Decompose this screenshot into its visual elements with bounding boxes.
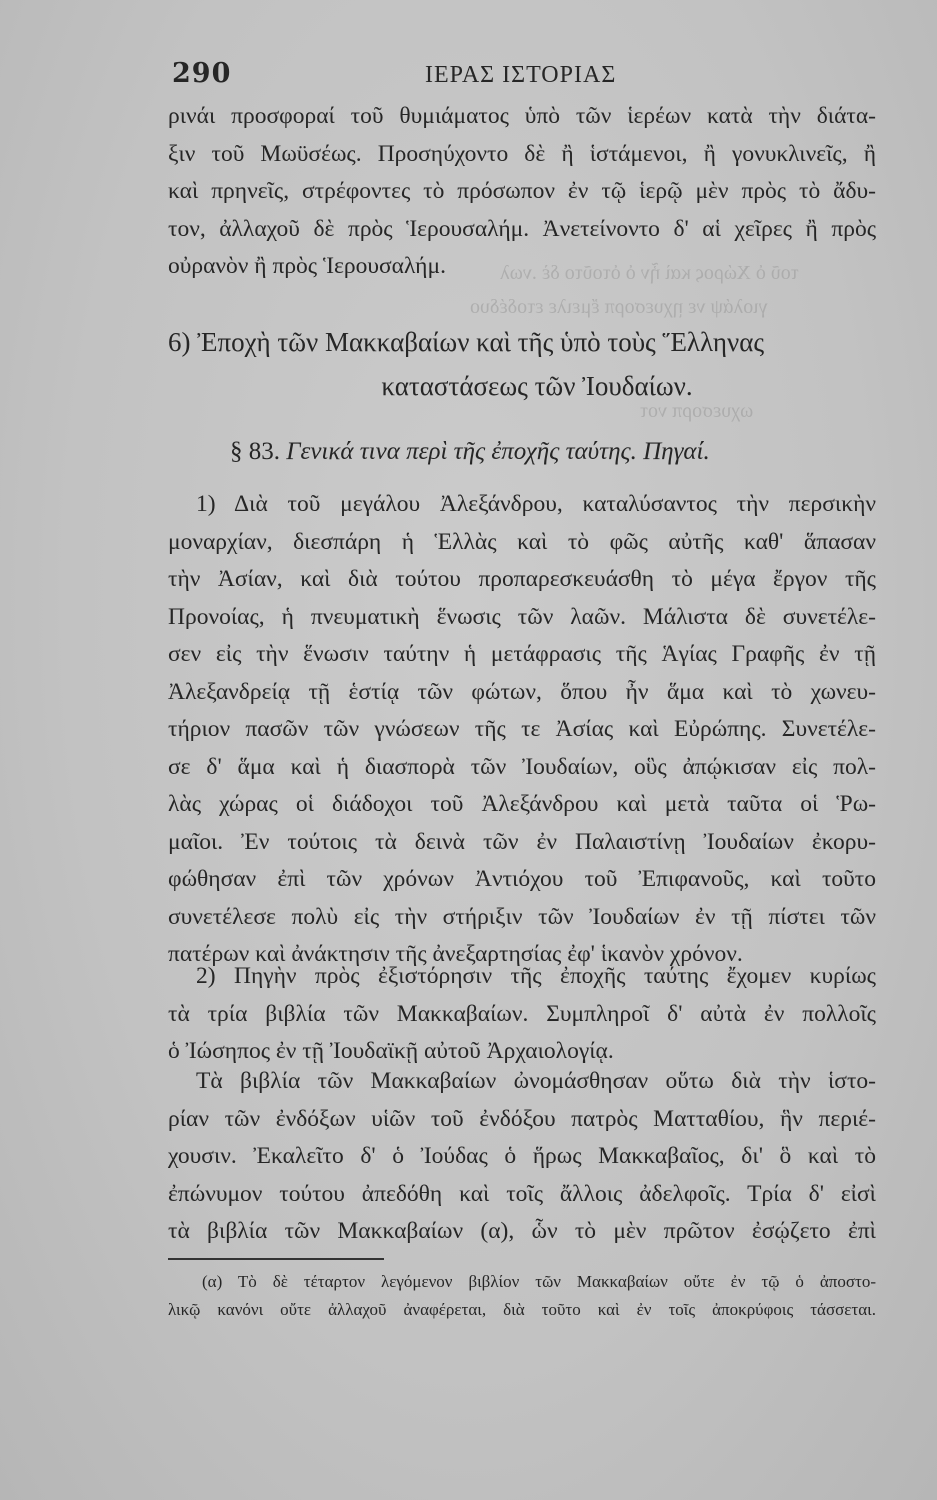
text-line: σεν εἰς τὴν ἕνωσιν ταύτην ἡ μετάφρασις τῆς Ἁγίας Γραφῆς ἐν τῇ [168,641,876,667]
text-line: μαῖοι. Ἐν τούτοις τὰ δεινὰ τῶν ἐν Παλαιστίνῃ Ἰουδαίων ἐκορυ- [168,828,876,855]
text-line: Προνοίας, ἡ πνευματικὴ ἕνωσις τῶν λαῶν. Μάλιστα δὲ συνετέλε- [168,603,876,630]
text-line: ρινάι προσφοραί τοῦ θυμιάματος ὑπὸ τῶν ἱερέων κατὰ τὴν διάτα- [168,103,876,129]
paragraph-2 [168,486,876,974]
text-line: ὁ Ἰώσηπος ἐν τῇ Ἰουδαϊκῇ αὐτοῦ Ἀρχαιολογίᾳ. [168,1038,614,1064]
text-line: μοναρχίαν, διεσπάρη ἡ Ἑλλὰς καὶ τὸ φῶς αὐτῆς καθ' ἅπασαν [168,528,876,555]
text-line: τὰ βιβλία τῶν Μακκαβαίων (α), ὧν τὸ μὲν πρῶτον ἐσῴζετο ἐπὶ [168,1218,876,1244]
section-title-line-2: καταστάσεως τῶν Ἰουδαίων. [381,371,693,401]
subsection-title: Γενικά τινα περὶ τῆς ἐποχῆς ταύτης. Πηγαί. [286,438,710,465]
text-line: πατέρων καὶ ἀνάκτησιν τῆς ἀνεξαρτησίας ἐφ' ἱκανὸν χρόνον. [168,941,743,967]
text-line: τὴν Ἀσίαν, καὶ διὰ τούτου προπαρεσκευάσθη τὸ μέγα ἔργον τῆς [168,566,876,592]
text-line: τὰ τρία βιβλία τῶν Μακκαβαίων. Συμπληροῖ δ' αὐτὰ ἐν πολλοῖς [168,1000,876,1027]
section-title-line-1: 6) Ἐποχὴ τῶν Μακκαβαίων καὶ τῆς ὑπὸ τοὺς Ἕλληνας [168,327,765,357]
page-header [172,58,872,98]
text-line: καὶ πρηνεῖς, στρέφοντες τὸ πρόσωπον ἐν τῷ ἱερῷ μὲν πρὸς τὸ ἄδυ- [168,178,876,204]
show-through-text: γιολάψ νε ῃχυεσορπ ἔμειλε ετοδέδυο [470,296,768,318]
footnote-line: (α) Τὸ δὲ τέταρτον λεγόμενον βιβλίον τῶν Μακκαβαίων οὔτε ἐν τῷ ὁ ἀποστο- [202,1272,876,1291]
subsection-number: § 83. [230,438,280,465]
footnote [168,1268,876,1324]
text-line: τον, ἀλλαχοῦ δὲ πρὸς Ἱερουσαλήμ. Ἀνετείνοντο δ' αἱ χεῖρες ἢ πρὸς [168,215,876,242]
text-line: ρίαν τῶν ἐνδόξων υἱῶν τοῦ ἐνδόξου πατρὸς Ματταθίου, ἣν περιέ- [168,1105,876,1132]
text-line: χουσιν. Ἐκαλεῖτο δ' ὁ Ἰούδας ὁ ἥρως Μακκαβαῖος, δι' ὃ καὶ τὸ [168,1143,876,1169]
paragraph-3 [168,958,876,1071]
show-through-text: τοῦ ὁ Χώρος καὶ ἦν ὁ ὁτοῦτο δὲ .νωλ [500,262,799,284]
text-line: φώθησαν ἐπὶ τῶν χρόνων Ἀντιόχου τοῦ Ἐπιφανοῦς, καὶ τοῦτο [168,866,876,892]
text-line: συνετέλεσε πολὺ εἰς τὴν στήριξιν τῶν Ἰουδαίων ἐν τῇ πίστει τῶν [168,903,876,930]
subsection-heading [230,438,876,466]
text-line: ξιν τοῦ Μωϋσέως. Προσηύχοντο δὲ ἢ ἱστάμενοι, ἢ γονυκλινεῖς, ἢ [168,140,876,167]
page-number: 290 [172,58,232,89]
text-line: 1) Διὰ τοῦ μεγάλου Ἀλεξάνδρου, καταλύσαντος τὴν περσικὴν [196,491,876,517]
text-line: 2) Πηγὴν πρὸς ἐξιστόρησιν τῆς ἐποχῆς ταύτης ἔχομεν κυρίως [196,963,876,989]
running-head: ΙΕΡΑΣ ΙΣΤΟΡΙΑΣ [425,62,617,88]
footnote-line: λικῷ κανόνι οὔτε ἀλλαχοῦ ἀναφέρεται, διὰ τοῦτο καὶ ἐν τοῖς ἀποκρύφοις τάσσεται. [168,1300,876,1319]
text-line: τήριον πασῶν τῶν γνώσεων τῆς τε Ἀσίας καὶ Εὐρώπης. Συνετέλε- [168,716,876,742]
text-line: σε δ' ἅμα καὶ ἡ διασπορὰ τῶν Ἰουδαίων, οὓς ἀπῴκισαν εἰς πολ- [168,753,876,780]
paragraph-1 [168,98,876,286]
section-heading [168,320,876,408]
paragraph-4 [168,1063,876,1251]
text-line: Ἀλεξανδρείᾳ τῇ ἑστίᾳ τῶν φώτων, ὅπου ἦν ἅμα καὶ τὸ χωνευ- [168,678,876,705]
text-line: λὰς χώρας οἱ διάδοχοι τοῦ Ἀλεξάνδρου καὶ μετὰ ταῦτα οἱ Ῥω- [168,791,876,817]
text-line: ἐπώνυμον τούτου ἀπεδόθη καὶ τοῖς ἄλλοις ἀδελφοῖς. Τρία δ' εἰσὶ [168,1180,876,1207]
text-line: Τὰ βιβλία τῶν Μακκαβαίων ὠνομάσθησαν οὕτω διὰ τὴν ἱστο- [196,1068,876,1094]
text-line: οὐρανὸν ἢ πρὸς Ἱερουσαλήμ. [168,253,446,279]
footnote-divider [168,1258,384,1260]
show-through-text: ωχυεσορπ νοτ [640,400,754,422]
